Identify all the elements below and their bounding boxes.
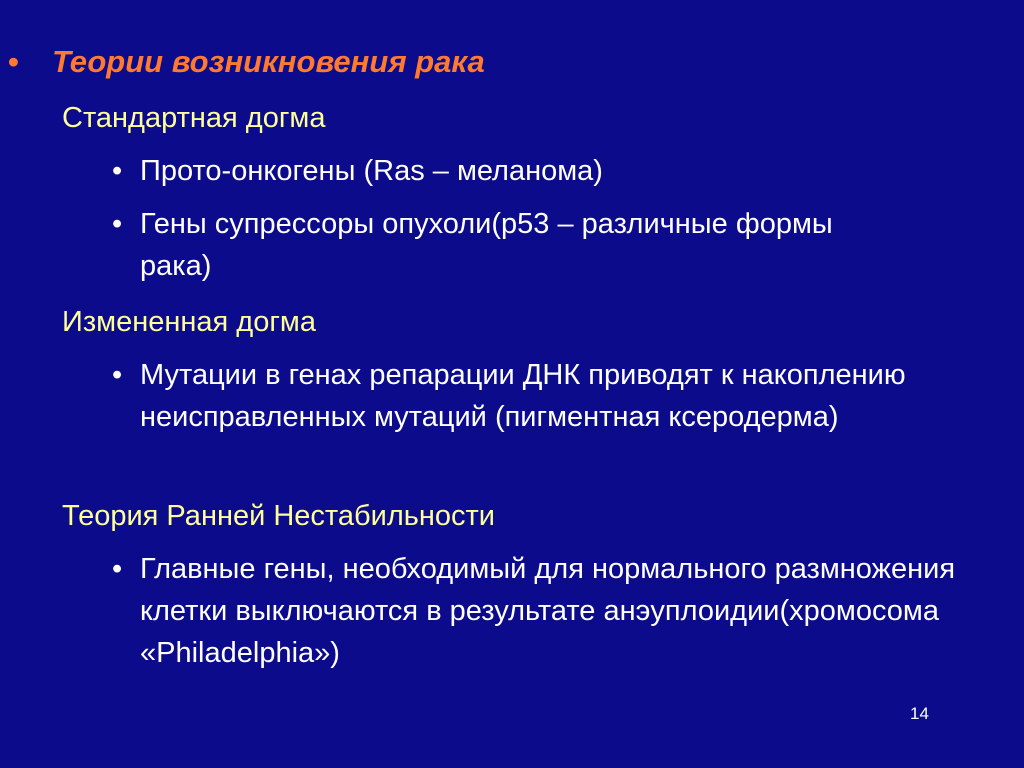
list-item-text: Прото-онкогены (Ras – меланома) xyxy=(140,155,603,187)
bullet-dot: • xyxy=(112,553,123,585)
bullet-dot: • xyxy=(112,359,123,391)
bullet-dot: • xyxy=(112,208,123,240)
list-item xyxy=(112,203,892,287)
section-heading-early-instability: Теория Ранней Нестабильности xyxy=(62,500,495,532)
list-item xyxy=(112,354,912,438)
bullet-dot: • xyxy=(112,155,123,187)
slide-title xyxy=(8,40,485,84)
title-text: Теории возникновения рака xyxy=(52,44,485,79)
section-heading-standard-dogma: Стандартная догма xyxy=(62,102,326,134)
list-item-text: Главные гены, необходимый для нормального размножения клетки выключаются в результате анэуплоидии(хромосома «Philadelphia») xyxy=(140,553,956,669)
list-item-text: Мутации в генах репарации ДНК приводят к накоплению неисправленных мутаций (пигментная ксеродерма) xyxy=(140,359,906,433)
list-item xyxy=(112,548,972,674)
list-item xyxy=(112,150,972,192)
title-bullet: • xyxy=(8,44,19,79)
list-item-text: Гены супрессоры опухоли(p53 – различные формы рака) xyxy=(140,208,833,282)
page-number: 14 xyxy=(910,704,929,723)
section-heading-modified-dogma: Измененная догма xyxy=(62,306,316,338)
